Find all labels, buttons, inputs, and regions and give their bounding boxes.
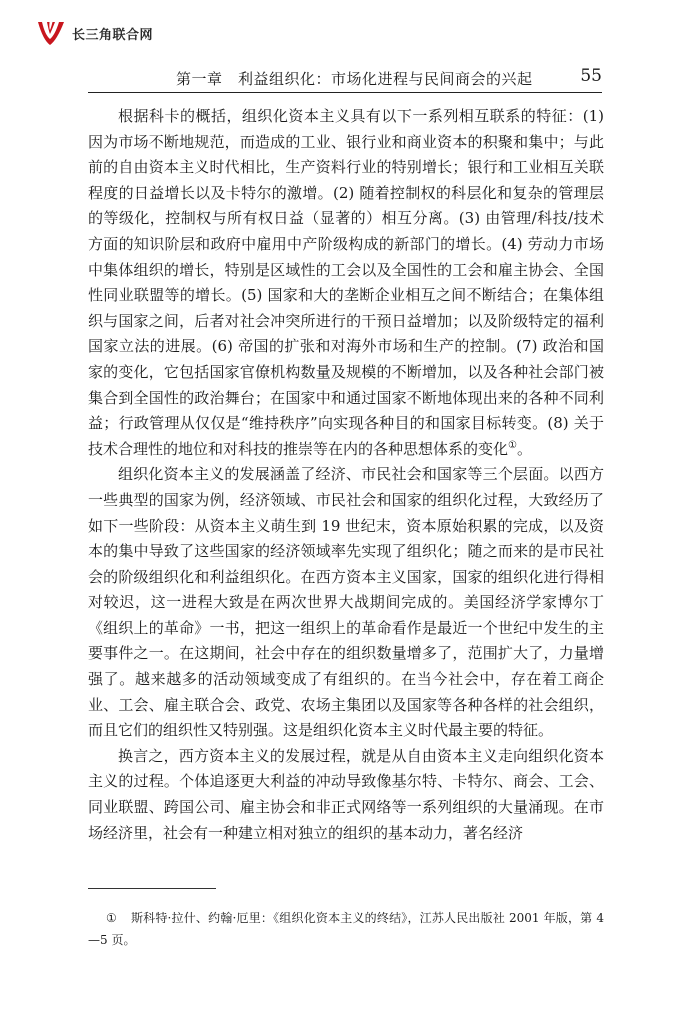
footnote-text: 斯科特·拉什、约翰·厄里：《组织化资本主义的终结》，江苏人民出版社 2001 年版，第 4—5 页。 [88,911,604,947]
footnote-divider [88,888,216,889]
footnote-reference: ① [508,439,517,451]
paragraph: 组织化资本主义的发展涵盖了经济、市民社会和国家等三个层面。以西方一些典型的国家为例，经济领域、市民社会和国家的组织化过程，大致经历了如下一些阶段：从资本主义萌生到 19 世纪末，资本原始积累的完成，以及资本的集中导致了这些国家的经济领域率先实现了组织化；随之而来的是市民社会的阶级组织化和利益组织化。在西方资本主义国家，国家的组织化进行得相对较迟，这一进程大致是在两次世界大战期间完成的。美国经济学家博尔丁《组织上的革命》一书，把这一组织上的革命看作是最近一个世纪中发生的主要事件之一。在这期间，社会中存在的组织数量增多了，范围扩大了，力量增强了。越来越多的活动领域变成了有组织的。在当今社会中，存在着工商企业、工会、雇主联合会、政党、农场主集团以及国家等各种各样的社会组织，而且它们的组织性又特别强。这是组织化资本主义时代最主要的特征。 [88,465,604,740]
paragraph: 根据科卡的概括，组织化资本主义具有以下一系列相互联系的特征：(1) 因为市场不断地规范，而造成的工业、银行业和商业资本的积聚和集中；与此前的自由资本主义时代相比，生产资料行业的特别增长；银行和工业相互关联程度的日益增长以及卡特尔的激增。(2) 随着控制权的科层化和复杂的管理层的等级化，控制权与所有权日益（显著的）相互分离。(3) 由管理/科技/技术方面的知识阶层和政府中雇用中产阶级构成的新部门的增长。(4) 劳动力市场中集体组织的增长，特别是区域性的工会以及全国性的工会和雇主协会、全国性同业联盟等的增长。(5) 国家和大的垄断企业相互之间不断结合；在集体组织与国家之间，后者对社会冲突所进行的干预日益增加；以及阶级特定的福利国家立法的进展。(6) 帝国的扩张和对海外市场和生产的控制。(7) 政治和国家的变化，它包括国家官僚机构数量及规模的不断增加，以及各种社会部门被集合到全国性的政治舞台；在国家中和通过国家不断地体现出来的各种不同利益；行政管理从仅仅是“维持秩序”向实现各种目的和国家目标转变。(8) 关于技术合理性的地位和对科技的推崇等在内的各种思想体系的变化①。 [88,107,604,458]
footnote-number: ① [106,911,117,925]
footnote [88,907,604,951]
chapter-title: 第一章 利益组织化：市场化进程与民间商会的兴起 [176,70,533,88]
body-text [88,104,604,846]
running-header [88,66,602,93]
site-logo [34,18,153,48]
paragraph-text: 根据科卡的概括，组织化资本主义具有以下一系列相互联系的特征：(1) 因为市场不断地规范，而造成的工业、银行业和商业资本的积聚和集中；与此前的自由资本主义时代相比，生产资料行业的特别增长；银行和工业相互关联程度的日益增长以及卡特尔的激增。(2) 随着控制权的科层化和复杂的管理层的等级化，控制权与所有权日益（显著的）相互分离。(3) 由管理/科技/技术方面的知识阶层和政府中雇用中产阶级构成的新部门的增长。(4) 劳动力市场中集体组织的增长，特别是区域性的工会以及全国性的工会和雇主协会、全国性同业联盟等的增长。(5) 国家和大的垄断企业相互之间不断结合；在集体组织与国家之间，后者对社会冲突所进行的干预日益增加；以及阶级特定的福利国家立法的进展。(6) 帝国的扩张和对海外市场和生产的控制。(7) 政治和国家的变化，它包括国家官僚机构数量及规模的不断增加，以及各种社会部门被集合到全国性的政治舞台；在国家中和通过国家不断地体现出来的各种不同利益；行政管理从仅仅是“维持秩序”向实现各种目的和国家目标转变。(8) 关于技术合理性的地位和对科技的推崇等在内的各种思想体系的变化 [88,107,604,458]
page-number: 55 [580,66,602,86]
logo-text: 长三角联合网 [72,27,154,43]
paragraph: 换言之，西方资本主义的发展过程，就是从自由资本主义走向组织化资本主义的过程。个体追逐更大利益的冲动导致像基尔特、卡特尔、商会、工会、同业联盟、跨国公司、雇主协会和非正式网络等一系列组织的大量涌现。在市场经济里，社会有一种建立相对独立的组织的基本动力，著名经济 [88,746,604,842]
logo-mark-icon [34,18,68,48]
